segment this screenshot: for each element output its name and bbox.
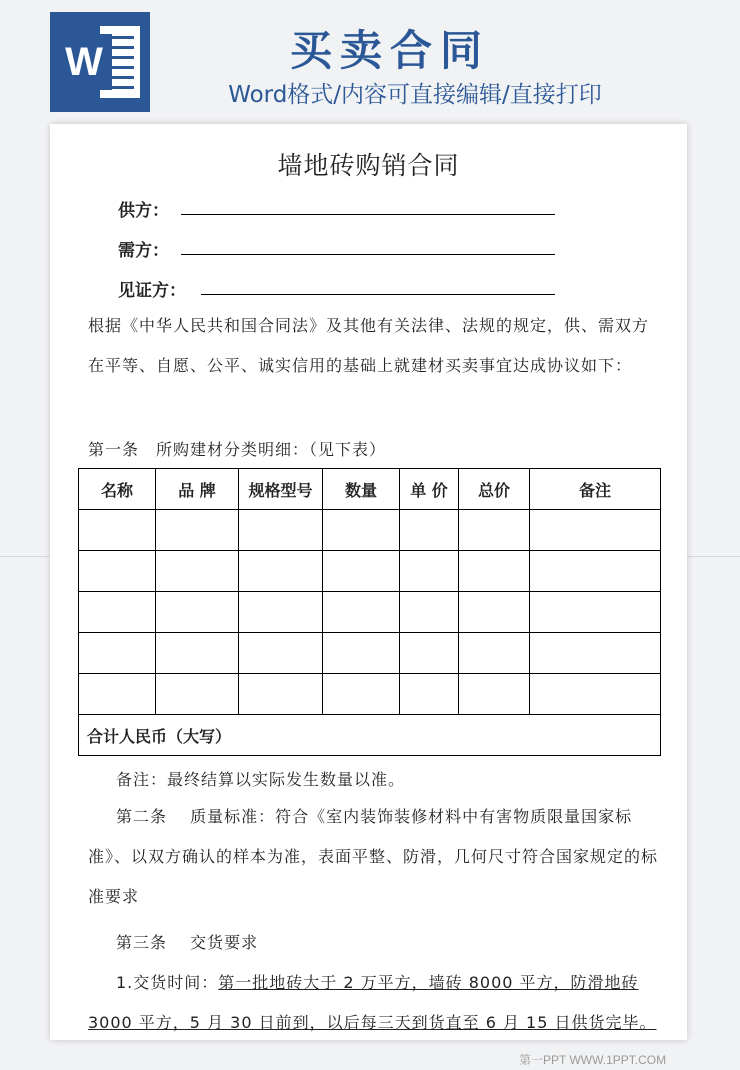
column-header: 规格型号 [239,469,323,510]
delivery-time [116,970,639,993]
party-buyer-blank[interactable] [181,254,555,255]
delivery-label: 1.交货时间： [116,973,219,992]
total-row [79,715,661,756]
watermark: 第一PPT WWW.1PPT.COM [519,1053,667,1067]
column-header: 品 牌 [156,469,239,510]
word-logo-icon [50,12,150,112]
article-2: 第二条 质量标准：符合《室内装饰装修材料中有害物质限量国家标准》、以双方确认的样本为准，表面平整、防滑，几何尺寸符合国家规定的标准要求 [88,807,659,906]
banner-title: 买卖合同 [289,26,490,75]
table-row[interactable] [79,592,661,633]
table-note: 备注：最终结算以实际发生数量以准。 [116,770,406,789]
party-buyer-label: 需方： [118,241,169,261]
document-title: 墙地砖购销合同 [277,151,460,180]
table-row[interactable] [79,551,661,592]
delivery-detail-1: 第一批地砖大于 2 万平方，墙砖 8000 平方，防滑地砖 [218,973,639,992]
total-label: 合计人民币（大写） [79,715,661,756]
article-3: 第三条 交货要求 [116,933,259,952]
table-row[interactable] [79,633,661,674]
party-supplier-label: 供方： [118,201,169,221]
table-header-row [79,469,661,510]
intro-paragraph: 根据《中华人民共和国合同法》及其他有关法律、法规的规定，供、需双方在平等、自愿、公平、诚实信用的基础上就建材买卖事宜达成协议如下： [88,316,650,375]
document-page [50,124,687,1040]
table-row[interactable] [79,510,661,551]
column-header: 备注 [530,469,661,510]
column-header: 单 价 [400,469,459,510]
logo-letter: W [56,34,112,90]
column-header: 名称 [79,469,156,510]
column-header: 总价 [459,469,530,510]
table-row[interactable] [79,674,661,715]
banner-subtitle: Word格式/内容可直接编辑/直接打印 [228,82,602,108]
delivery-detail-2: 3000 平方，5 月 30 日前到，以后每三天到货直至 6 月 15 日供货完毕。 [88,1013,657,1032]
party-supplier-blank[interactable] [181,214,555,215]
materials-table [78,468,661,756]
party-witness-blank[interactable] [201,294,555,295]
column-header: 数量 [323,469,400,510]
party-witness-label: 见证方： [118,281,186,301]
article-1: 第一条 所购建材分类明细：（见下表） [88,440,387,459]
